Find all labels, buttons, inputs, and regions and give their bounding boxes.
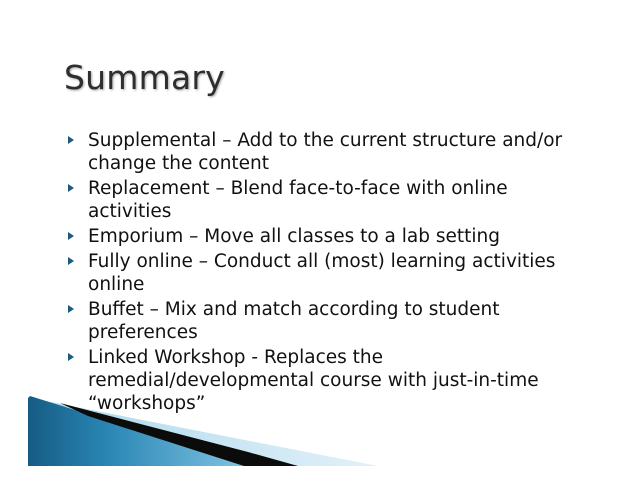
triangle-bullet-icon	[68, 305, 74, 313]
bullet-list	[64, 129, 564, 417]
bullet-item	[64, 129, 564, 175]
triangle-bullet-icon	[68, 353, 74, 361]
bullet-text: Emporium – Move all classes to a lab setting	[88, 226, 500, 247]
triangle-bullet-icon	[68, 184, 74, 192]
bullet-text: Buffet – Mix and match according to student preferences	[88, 299, 500, 343]
bullet-item	[64, 225, 564, 248]
bullet-item	[64, 346, 564, 415]
bullet-text: Fully online – Conduct all (most) learning activities online	[88, 251, 556, 295]
bullet-text: Linked Workshop - Replaces the remedial/developmental course with just-in-time “workshops”	[88, 347, 539, 414]
bullet-item	[64, 298, 564, 344]
bullet-item	[64, 250, 564, 296]
bullet-text: Replacement – Blend face-to-face with online activities	[88, 178, 508, 222]
triangle-bullet-icon	[68, 136, 74, 144]
triangle-bullet-icon	[68, 257, 74, 265]
slide-title: Summary	[64, 58, 225, 97]
triangle-bullet-icon	[68, 232, 74, 240]
bullet-item	[64, 177, 564, 223]
bullet-text: Supplemental – Add to the current structure and/or change the content	[88, 130, 563, 174]
